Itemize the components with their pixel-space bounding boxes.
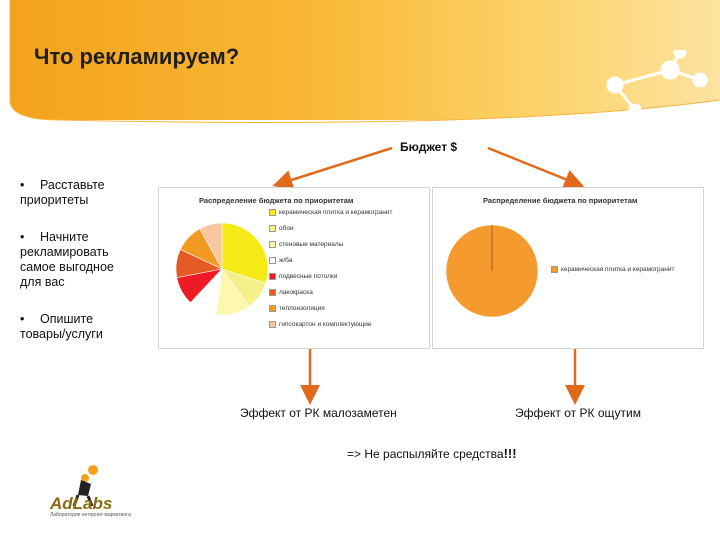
legend-item — [269, 257, 392, 264]
chart-title: Распределение бюджета по приоритетам — [199, 196, 354, 205]
legend-swatch — [269, 225, 276, 232]
slide-title: Что рекламируем? — [34, 44, 240, 69]
legend-item — [551, 266, 674, 273]
bullet-item: • Начните рекламировать самое выгодное для вас — [20, 230, 114, 289]
right-effect-text: Эффект от РК ощутим — [515, 406, 641, 420]
legend-item — [269, 289, 392, 296]
bullet-list — [20, 178, 138, 364]
arrow-left — [282, 148, 392, 183]
legend-item — [269, 209, 392, 216]
chart-title: Распределение бюджета по приоритетам — [483, 196, 638, 205]
legend-label: теплоизоляция — [279, 305, 325, 312]
logo-subtext: Лаборатория интернет-маркетинга — [50, 512, 131, 518]
chart-panel-left — [158, 187, 430, 349]
legend-swatch — [269, 241, 276, 248]
legend-label: стеновые материалы — [279, 241, 344, 248]
legend-label: гипсокартон и комплектующие — [279, 321, 372, 328]
legend-label: керамическая плитка и керамогранит — [279, 209, 393, 216]
arrow-right — [488, 148, 575, 183]
pie-chart-left — [167, 214, 277, 324]
legend-item — [269, 273, 392, 280]
chart-legend-right — [551, 266, 674, 282]
legend-item — [269, 321, 392, 328]
legend-swatch — [269, 321, 276, 328]
legend-swatch — [269, 257, 276, 264]
legend-swatch — [269, 273, 276, 280]
conclusion-text: => Не распыляйте средства!!! — [347, 446, 517, 461]
legend-item — [269, 305, 392, 312]
chart-panel-right — [432, 187, 704, 349]
legend-label: обои — [279, 225, 294, 232]
logo-text: AdLabs — [50, 494, 113, 513]
bullet-item: • Расставьте приоритеты — [20, 178, 105, 207]
legend-item — [269, 225, 392, 232]
legend-swatch — [269, 305, 276, 312]
legend-swatch — [269, 209, 276, 216]
legend-label: ж/ба — [279, 257, 293, 264]
left-effect-text: Эффект от РК малозаметен — [240, 406, 397, 420]
chart-legend-left — [269, 209, 392, 337]
legend-swatch — [269, 289, 276, 296]
bullet-item: • Опишите товары/услуги — [20, 312, 103, 341]
legend-label: подвесные потолки — [279, 273, 338, 280]
legend-label: лакокраска — [279, 289, 313, 296]
pie-chart-right — [437, 216, 547, 326]
budget-label: Бюджет $ — [400, 140, 458, 154]
legend-label: керамическая плитка и керамогранит — [561, 266, 675, 273]
legend-swatch — [551, 266, 558, 273]
legend-item — [269, 241, 392, 248]
